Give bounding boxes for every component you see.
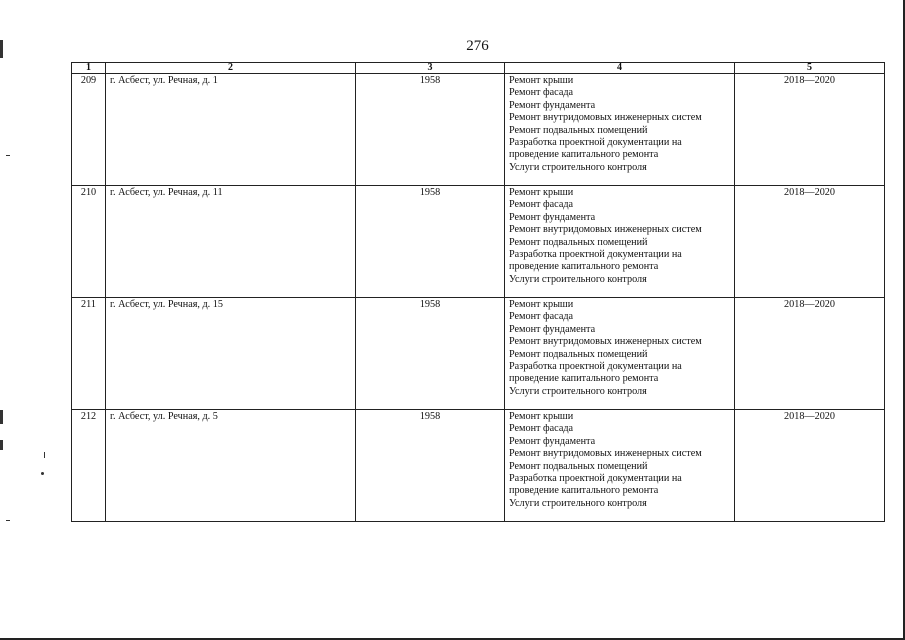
work-item: Ремонт фасада	[509, 87, 574, 99]
column-header-period: 5	[735, 63, 885, 74]
work-item: Разработка проектной документации на	[509, 361, 682, 373]
repair-register-table	[71, 62, 885, 522]
table-row	[72, 298, 885, 410]
column-header-works: 4	[505, 63, 735, 74]
scan-mark	[6, 520, 10, 521]
scan-mark	[0, 410, 3, 424]
work-item: Ремонт фундамента	[509, 99, 596, 111]
scan-mark	[6, 155, 10, 156]
page-number: 276	[466, 38, 489, 54]
work-item: Ремонт фасада	[509, 199, 574, 211]
work-item: Ремонт внутридомовых инженерных систем	[509, 448, 702, 460]
work-item: Разработка проектной документации на	[509, 137, 682, 149]
row-address: г. Асбест, ул. Речная, д. 1	[106, 74, 356, 186]
work-item: Ремонт крыши	[509, 299, 574, 310]
table-row	[72, 410, 885, 522]
row-period: 2018—2020	[735, 298, 885, 410]
table-row	[72, 186, 885, 298]
row-year: 1958	[356, 186, 505, 298]
row-number: 210	[72, 186, 106, 298]
work-item: Ремонт подвальных помещений	[509, 236, 648, 248]
row-number: 211	[72, 298, 106, 410]
work-item: проведение капитального ремонта	[509, 149, 659, 161]
row-address: г. Асбест, ул. Речная, д. 11	[106, 186, 356, 298]
work-item: Услуги строительного контроля	[509, 497, 647, 509]
row-works	[505, 186, 735, 298]
work-item: Разработка проектной документации на	[509, 473, 682, 485]
scan-mark	[0, 440, 3, 450]
column-header-year: 3	[356, 63, 505, 74]
work-item: Ремонт подвальных помещений	[509, 348, 648, 360]
work-item: проведение капитального ремонта	[509, 373, 659, 385]
work-item: Ремонт фундамента	[509, 323, 596, 335]
row-number: 209	[72, 74, 106, 186]
scan-mark	[41, 472, 44, 475]
work-item: Ремонт внутридомовых инженерных систем	[509, 224, 702, 236]
work-item: Ремонт фундамента	[509, 435, 596, 447]
scan-mark	[44, 452, 45, 458]
work-item: Ремонт фасада	[509, 423, 574, 435]
work-item: Ремонт внутридомовых инженерных систем	[509, 336, 702, 348]
row-period: 2018—2020	[735, 74, 885, 186]
row-year: 1958	[356, 74, 505, 186]
work-item: Услуги строительного контроля	[509, 385, 647, 397]
row-works	[505, 410, 735, 522]
work-item: Услуги строительного контроля	[509, 273, 647, 285]
table-row	[72, 74, 885, 186]
work-item: Ремонт крыши	[509, 411, 574, 422]
work-item: Ремонт подвальных помещений	[509, 460, 648, 472]
work-item: Ремонт внутридомовых инженерных систем	[509, 112, 702, 124]
work-item: Ремонт фасада	[509, 311, 574, 323]
row-number: 212	[72, 410, 106, 522]
row-year: 1958	[356, 298, 505, 410]
row-address: г. Асбест, ул. Речная, д. 15	[106, 298, 356, 410]
work-item: Ремонт подвальных помещений	[509, 124, 648, 136]
row-period: 2018—2020	[735, 186, 885, 298]
work-item: Услуги строительного контроля	[509, 161, 647, 173]
table-header-row	[72, 63, 885, 74]
work-item: проведение капитального ремонта	[509, 261, 659, 273]
column-header-address: 2	[106, 63, 356, 74]
work-item: Ремонт крыши	[509, 187, 574, 198]
work-item: Ремонт крыши	[509, 75, 574, 86]
row-period: 2018—2020	[735, 410, 885, 522]
work-item: Ремонт фундамента	[509, 211, 596, 223]
row-address: г. Асбест, ул. Речная, д. 5	[106, 410, 356, 522]
column-header-number: 1	[72, 63, 106, 74]
work-item: Разработка проектной документации на	[509, 249, 682, 261]
work-item: проведение капитального ремонта	[509, 485, 659, 497]
row-works	[505, 74, 735, 186]
row-works	[505, 298, 735, 410]
row-year: 1958	[356, 410, 505, 522]
